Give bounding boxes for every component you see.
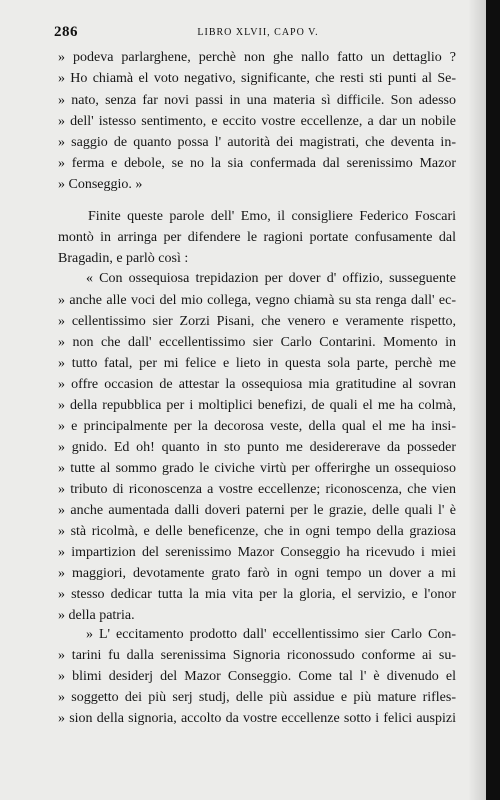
text-line: Finite queste parole dell' Emo, il consigliere Federico Foscari — [88, 209, 456, 224]
text-line: montò in arringa per difendere le ragioni portate confusamente dal — [58, 230, 456, 245]
text-line: » della repubblica per i moltiplici benefizi, de quali el me ha colmà, — [58, 398, 456, 413]
text-line: » e principalmente per la decorosa veste, della qual el me ha insi- — [58, 419, 456, 434]
text-line: » anche alle voci del mio collega, vegno chiamà su sta renga dall' ec- — [58, 293, 456, 308]
text-line: » gnido. Ed oh! quanto in sto punto me desidererave da posseder — [58, 440, 456, 455]
text-line: « Con ossequiosa trepidazion per dover d' offizio, susseguente — [86, 271, 456, 286]
text-line: » dell' istesso sentimento, e eccito vostre eccellenze, a dar un nobile — [58, 114, 456, 129]
text-line: » cellentissimo sier Zorzi Pisani, che venero e veramente rispetto, — [58, 314, 456, 329]
text-line: » tributo di riconoscenza a vostre eccellenze; riconoscenza, che vien — [58, 482, 456, 497]
text-line: » tarini fu dalla serenissima Signoria riconossudo conforme ai su- — [58, 648, 456, 663]
text-line: » della patria. — [58, 608, 135, 623]
text-line: » non che dall' eccellentissimo sier Carlo Contarini. Momento in — [58, 335, 456, 350]
text-line: » impartizion del serenissimo Mazor Conseggio ha ricevudo i miei — [58, 545, 456, 560]
text-line: » Conseggio. » — [58, 177, 143, 192]
text-line: » stà ricolmà, e delle beneficenze, che in ogni tempo della graziosa — [58, 524, 456, 539]
text-line: » stesso dedicar tutta la mia vita per la gloria, el servizio, e l'onor — [58, 587, 456, 602]
text-line: » saggio de quanto possa l' autorità dei magistrati, che deventa in- — [58, 135, 456, 150]
text-line: » Ho chiamà el voto negativo, significante, che resti sti punti al Se- — [58, 71, 456, 86]
text-line: » tutto fatal, per mi felice e lieto in questa sola parte, perchè me — [58, 356, 456, 371]
text-line: » ferma e debole, se no la sia confermada dal serenissimo Mazor — [58, 156, 456, 171]
text-line: » L' eccitamento prodotto dall' eccellentissimo sier Carlo Con- — [86, 627, 456, 642]
page-number: 286 — [54, 24, 78, 40]
text-line: » anche aumentada dalli doveri paterni per le grazie, delle quali l' è — [58, 503, 456, 518]
text-line: Bragadin, e parlò così : — [58, 251, 189, 266]
text-line: » podeva parlarghene, perchè non ghe nallo fatto un dettaglio ? — [58, 50, 456, 65]
text-line: » blimi desiderj del Mazor Conseggio. Come tal l' è divenudo el — [58, 669, 456, 684]
text-line: » nato, senza far novi passi in una materia sì difficile. Son adesso — [58, 93, 456, 108]
text-line: » offre occasion de attestar la ossequiosa mia gratitudine al sovran — [58, 377, 456, 392]
text-line: » sion della signoria, accolto da vostre eccellenze sotto i felici auspizi — [58, 711, 456, 726]
text-line: » maggiori, devotamente grato farò in ogni tempo un dover a mi — [58, 566, 456, 581]
text-line: » tutte al sommo grado le civiche virtù per offerirghe un ossequioso — [58, 461, 456, 476]
running-head: LIBRO XLVII, CAPO V. — [197, 27, 319, 38]
text-line: » soggetto dei più serj studj, delle più assidue e più mature rifles- — [58, 690, 456, 705]
